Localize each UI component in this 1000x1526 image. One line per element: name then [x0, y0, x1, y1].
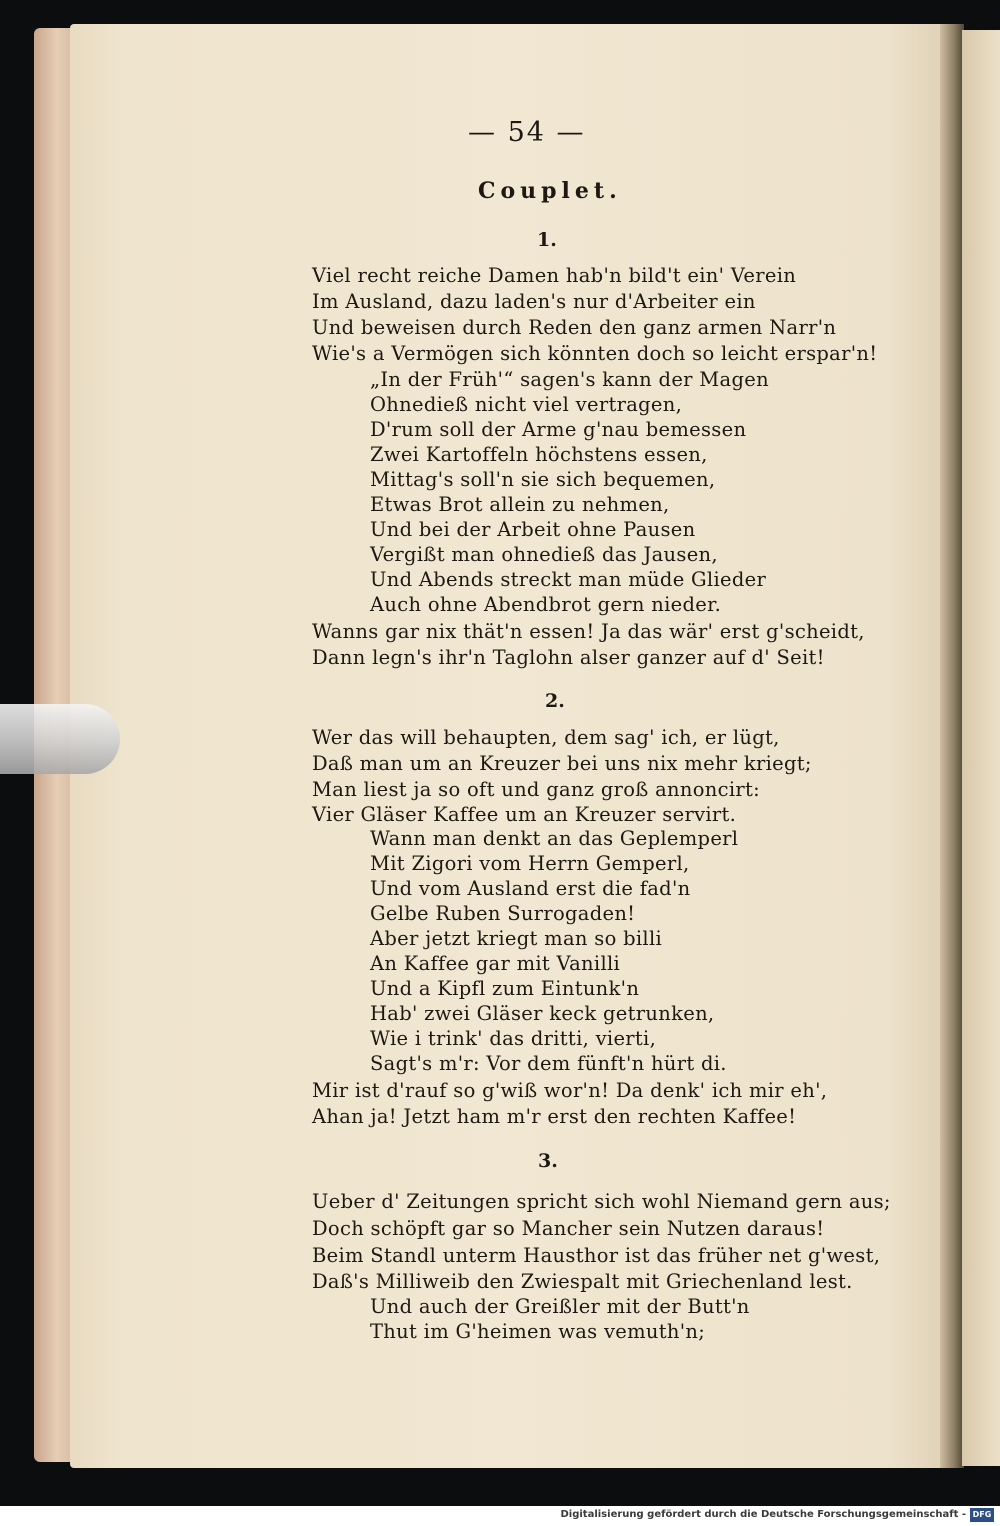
verse-line: Wanns gar nix thät'n essen! Ja das wär' erst g'scheidt, — [312, 620, 865, 643]
stanza-number: 1. — [537, 229, 557, 251]
verse-line: Und a Kipfl zum Eintunk'n — [370, 977, 640, 1000]
verse-line: Und auch der Greißler mit der Butt'n — [370, 1295, 750, 1318]
verse-line: Thut im G'heimen was vemuth'n; — [370, 1320, 706, 1343]
verse-line: Etwas Brot allein zu nehmen, — [370, 493, 670, 516]
verse-line: Wann man denkt an das Geplemperl — [370, 827, 739, 850]
verse-line: Daß's Milliweib den Zwiespalt mit Griechenland lest. — [312, 1270, 853, 1293]
verse-line: Viel recht reiche Damen hab'n bild't ein' Verein — [312, 264, 797, 287]
stanza-number: 2. — [545, 690, 565, 712]
verse-line: Mir ist d'rauf so g'wiß wor'n! Da denk' ich mir eh', — [312, 1079, 828, 1102]
verse-line: Ahan ja! Jetzt ham m'r erst den rechten Kaffee! — [312, 1105, 797, 1128]
verse-line: Aber jetzt kriegt man so billi — [370, 927, 663, 950]
verse-line: Und vom Ausland erst die fad'n — [370, 877, 691, 900]
verse-line: Dann legn's ihr'n Taglohn alser ganzer auf d' Seit! — [312, 646, 825, 669]
verse-line: Auch ohne Abendbrot gern nieder. — [370, 593, 722, 616]
verse-line: Wie's a Vermögen sich könnten doch so leicht erspar'n! — [312, 342, 878, 365]
verse-line: Gelbe Ruben Surrogaden! — [370, 902, 636, 925]
verse-line: „In der Früh'“ sagen's kann der Magen — [370, 368, 769, 391]
verse-line: An Kaffee gar mit Vanilli — [370, 952, 621, 975]
verse-line: Zwei Kartoffeln höchstens essen, — [370, 443, 708, 466]
verse-line: Mittag's soll'n sie sich bequemen, — [370, 468, 716, 491]
page-title: Couplet. — [478, 178, 622, 204]
page-number: — 54 — — [468, 117, 586, 148]
verse-line: Doch schöpft gar so Mancher sein Nutzen daraus! — [312, 1217, 825, 1240]
verse-line: Vier Gläser Kaffee um an Kreuzer servirt. — [312, 803, 737, 826]
bleed-through — [250, 200, 256, 221]
verse-line: Ohnedieß nicht viel vertragen, — [370, 393, 683, 416]
dfg-logo: DFG — [970, 1508, 994, 1522]
verse-line: Im Ausland, dazu laden's nur d'Arbeiter ein — [312, 290, 756, 313]
stanza-number: 3. — [538, 1150, 558, 1172]
page-turn-handle[interactable] — [0, 704, 120, 774]
book-gutter — [940, 24, 964, 1468]
verse-line: Wie i trink' das dritti, vierti, — [370, 1027, 657, 1050]
verse-line: Und bei der Arbeit ohne Pausen — [370, 518, 696, 541]
funding-credit: Digitalisierung gefördert durch die Deutsche Forschungsgemeinschaft - — [560, 1509, 966, 1520]
verse-line: Und Abends streckt man müde Glieder — [370, 568, 767, 591]
verse-line: Mit Zigori vom Herrn Gemperl, — [370, 852, 690, 875]
verse-line: Vergißt man ohnedieß das Jausen, — [370, 543, 718, 566]
verse-line: Und beweisen durch Reden den ganz armen Narr'n — [312, 316, 837, 339]
verse-line: Wer das will behaupten, dem sag' ich, er lügt, — [312, 726, 780, 749]
verse-line: Hab' zwei Gläser keck getrunken, — [370, 1002, 715, 1025]
verse-line: Man liest ja so oft und ganz groß annoncirt: — [312, 778, 761, 801]
verse-line: Daß man um an Kreuzer bei uns nix mehr kriegt; — [312, 752, 812, 775]
verse-line: D'rum soll der Arme g'nau bemessen — [370, 418, 747, 441]
verse-line: Beim Standl unterm Hausthor ist das früher net g'west, — [312, 1244, 881, 1267]
verse-line: Ueber d' Zeitungen spricht sich wohl Niemand gern aus; — [312, 1190, 891, 1213]
verse-line: Sagt's m'r: Vor dem fünft'n hürt di. — [370, 1052, 727, 1075]
facing-page-edge — [962, 30, 1000, 1466]
